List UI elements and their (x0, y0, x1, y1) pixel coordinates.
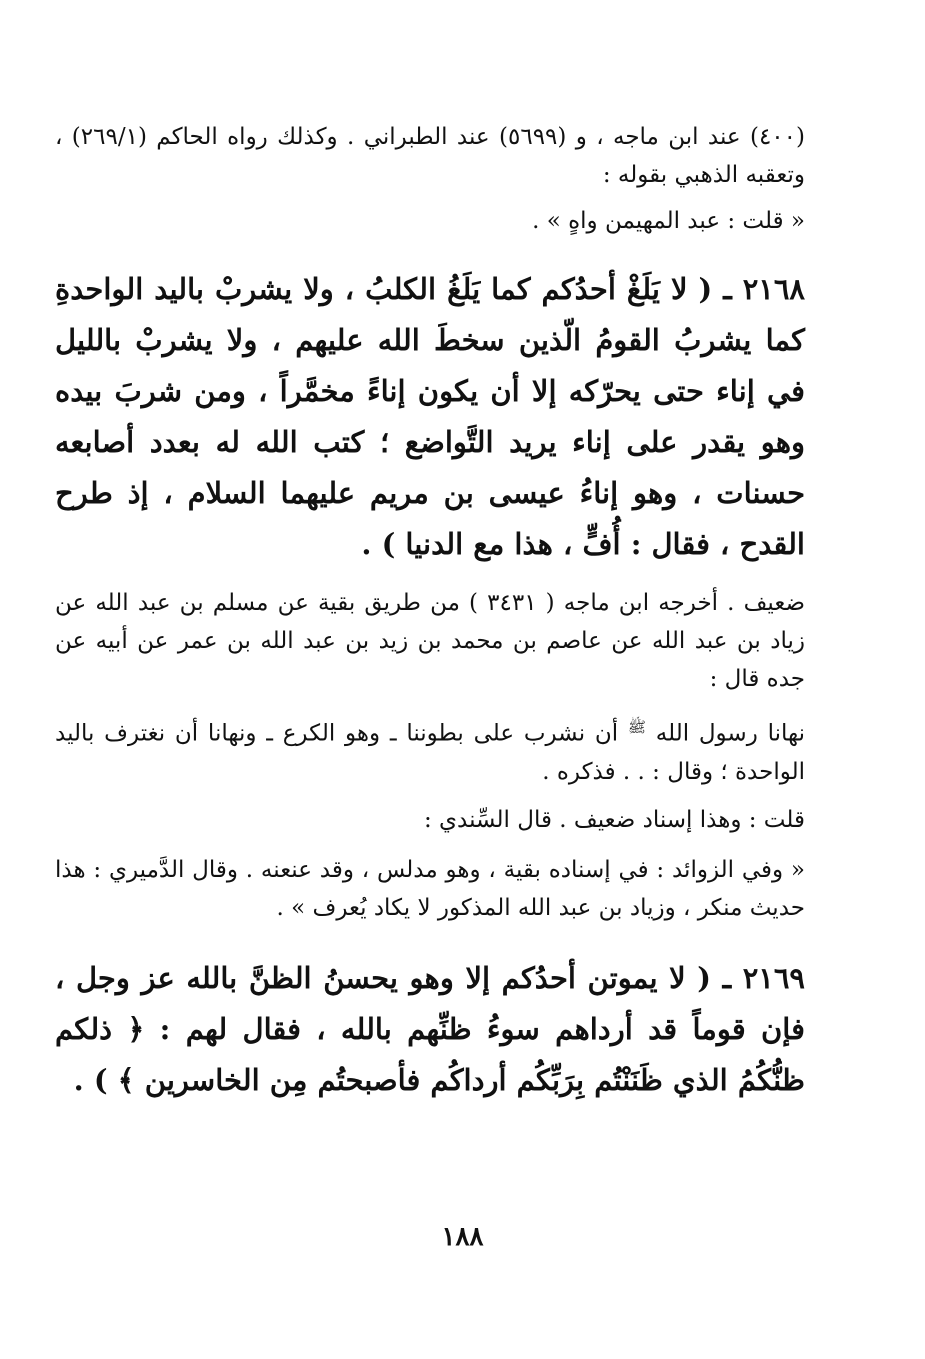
narration-before-seal: نهانا رسول الله (646, 720, 805, 747)
hadith-2169-text: ٢١٦٩ ـ ( لا يموتن أحدُكم إلا وهو يحسنُ الظنَّ بالله عز وجل ، فإن قوماً قد أرداهم سوءُ ظنِّهم بالله ، فقال لهم : ﴿ ذلكم ظنُّكُمُ الذي ظَنَنْتُم بِرَبِّكُم أرداكُم فأصبحتُم مِن الخاسرين ﴾ ) . (55, 960, 805, 1097)
page-number: ١٨٨ (441, 1222, 484, 1252)
source-2168-paragraph: ضعيف . أخرجه ابن ماجه ( ٣٤٣١ ) من طريق بقية عن مسلم بن عبد الله عن زياد بن عبد الله عن عاصم بن محمد بن زيد بن عبد الله بن عمر عن أبيه عن جده قال : (55, 590, 805, 692)
salawat-seal-icon: ﷺ (627, 718, 646, 736)
zawaid-quote: « وفي الزوائد : في إسناده بقية ، وهو مدلس ، وقد عنعنه . وقال الدَّميري : هذا حديث منكر ، وزياد بن عبد الله المذكور لا يكاد يُعرف » . (55, 856, 805, 921)
dhahabi-quote: « قلت : عبد المهيمن واهٍ » . (532, 208, 805, 234)
intro-paragraph: (٤٠٠) عند ابن ماجه ، و (٥٦٩٩) عند الطبراني . وكذلك رواه الحاكم (٢٦٩/١) ، وتعقبه الذهبي بقوله : (55, 124, 805, 188)
document-page (55, 118, 805, 1106)
hadith-2168-text: ٢١٦٨ ـ ( لا يَلَغْ أحدُكم كما يَلَغُ الكلبُ ، ولا يشربْ باليد الواحدةِ كما يشربُ القومُ الّذين سخطَ الله عليهم ، ولا يشربْ بالليل في إناء حتى يحرّكه إلا أن يكون إناءً مخمَّراً ، ومن شربَ بيده وهو يقدر على إناء يريد التَّواضع ؛ كتب الله له بعدد أصابعه حسنات ، وهو إناءُ عيسى بن مريم عليهما السلام ، إذ طرح القدح ، فقال : أُفٍّ ، هذا مع الدنيا ) . (55, 272, 805, 561)
narration-after-seal: أن نشرب على بطوننا ـ وهو الكرع ـ ونهانا أن نغترف باليد الواحدة ؛ وقال : . . فذكره . (55, 720, 805, 785)
sindi-note: قلت : وهذا إسناد ضعيف . قال السِّندي : (423, 806, 805, 833)
narration-paragraph (55, 708, 805, 791)
